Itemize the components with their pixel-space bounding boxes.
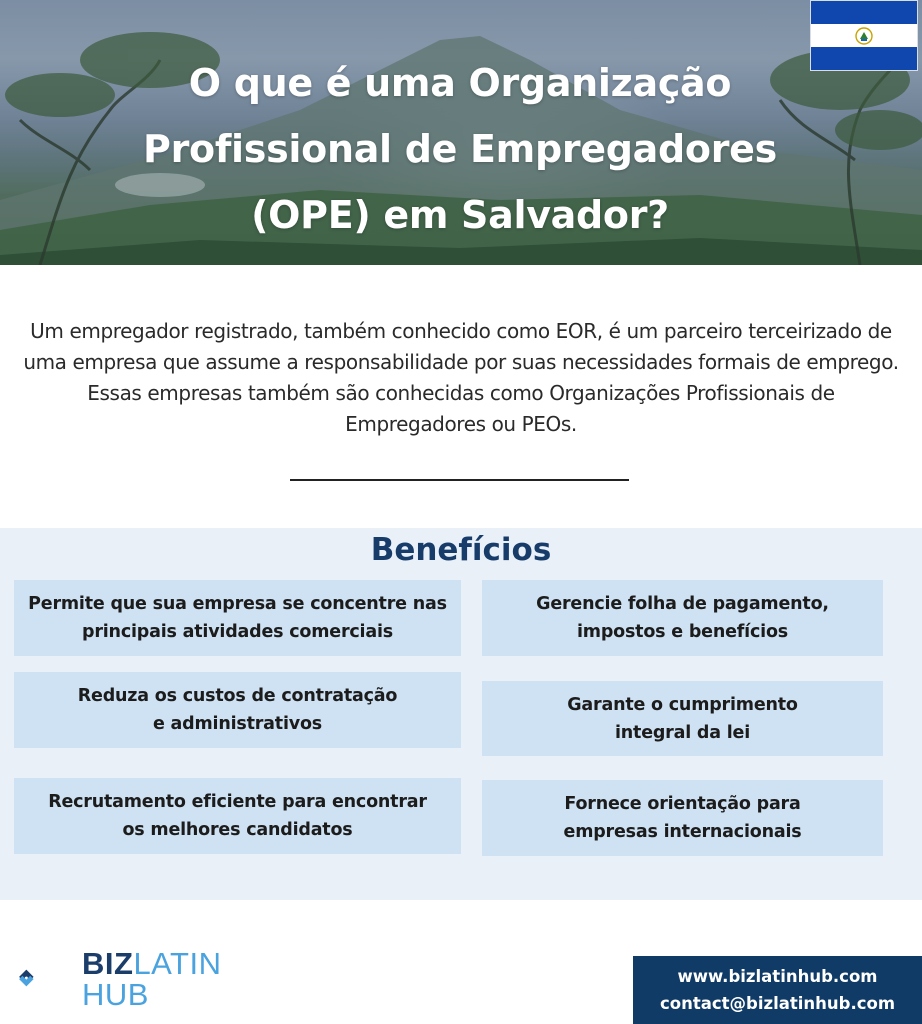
benefit-text: Recrutamento eficiente para encontrar os melhores candidatos (48, 792, 427, 840)
benefit-text: Garante o cumprimento integral da lei (567, 694, 798, 743)
benefit-text: Reduza os custos de contratação e administrativos (77, 686, 398, 734)
benefit-card (14, 580, 461, 656)
divider-line (290, 479, 629, 481)
email-link[interactable]: contact@bizlatinhub.com (659, 994, 896, 1013)
benefits-heading: Benefícios (370, 532, 552, 568)
benefit-card (482, 780, 883, 856)
logo-wordmark (82, 948, 222, 1010)
intro-paragraph: Um empregador registrado, também conhecido como EOR, é um parceiro terceirizado de uma empresa que assume a responsabilidade por suas necessidades formais de emprego. Essas empresas também são conhecidas como Organizações Profissionais de Empregadores ou PEOs. (23, 319, 899, 436)
el-salvador-flag (810, 0, 918, 71)
page-title: O que é uma Organização Profissional de Empregadores (OPE) em Salvador? (143, 61, 777, 237)
logo-hub: HUB (82, 977, 149, 1012)
logo-biz: BIZ (82, 946, 134, 981)
coat-of-arms-icon (854, 26, 874, 46)
bizlatinhub-logo-icon (18, 944, 82, 1012)
logo-latin: LATIN (133, 946, 222, 981)
benefit-text: Fornece orientação para empresas internacionais (563, 794, 802, 842)
benefit-text: Gerencie folha de pagamento, impostos e benefícios (536, 594, 829, 642)
benefit-card (482, 681, 883, 756)
benefit-card (482, 580, 883, 656)
benefit-card (14, 672, 461, 748)
benefit-card (14, 778, 461, 854)
website-link[interactable]: www.bizlatinhub.com (677, 967, 878, 986)
contact-box (633, 956, 922, 1024)
benefit-text: Permite que sua empresa se concentre nas principais atividades comerciais (28, 594, 447, 642)
hero-banner (0, 0, 922, 265)
